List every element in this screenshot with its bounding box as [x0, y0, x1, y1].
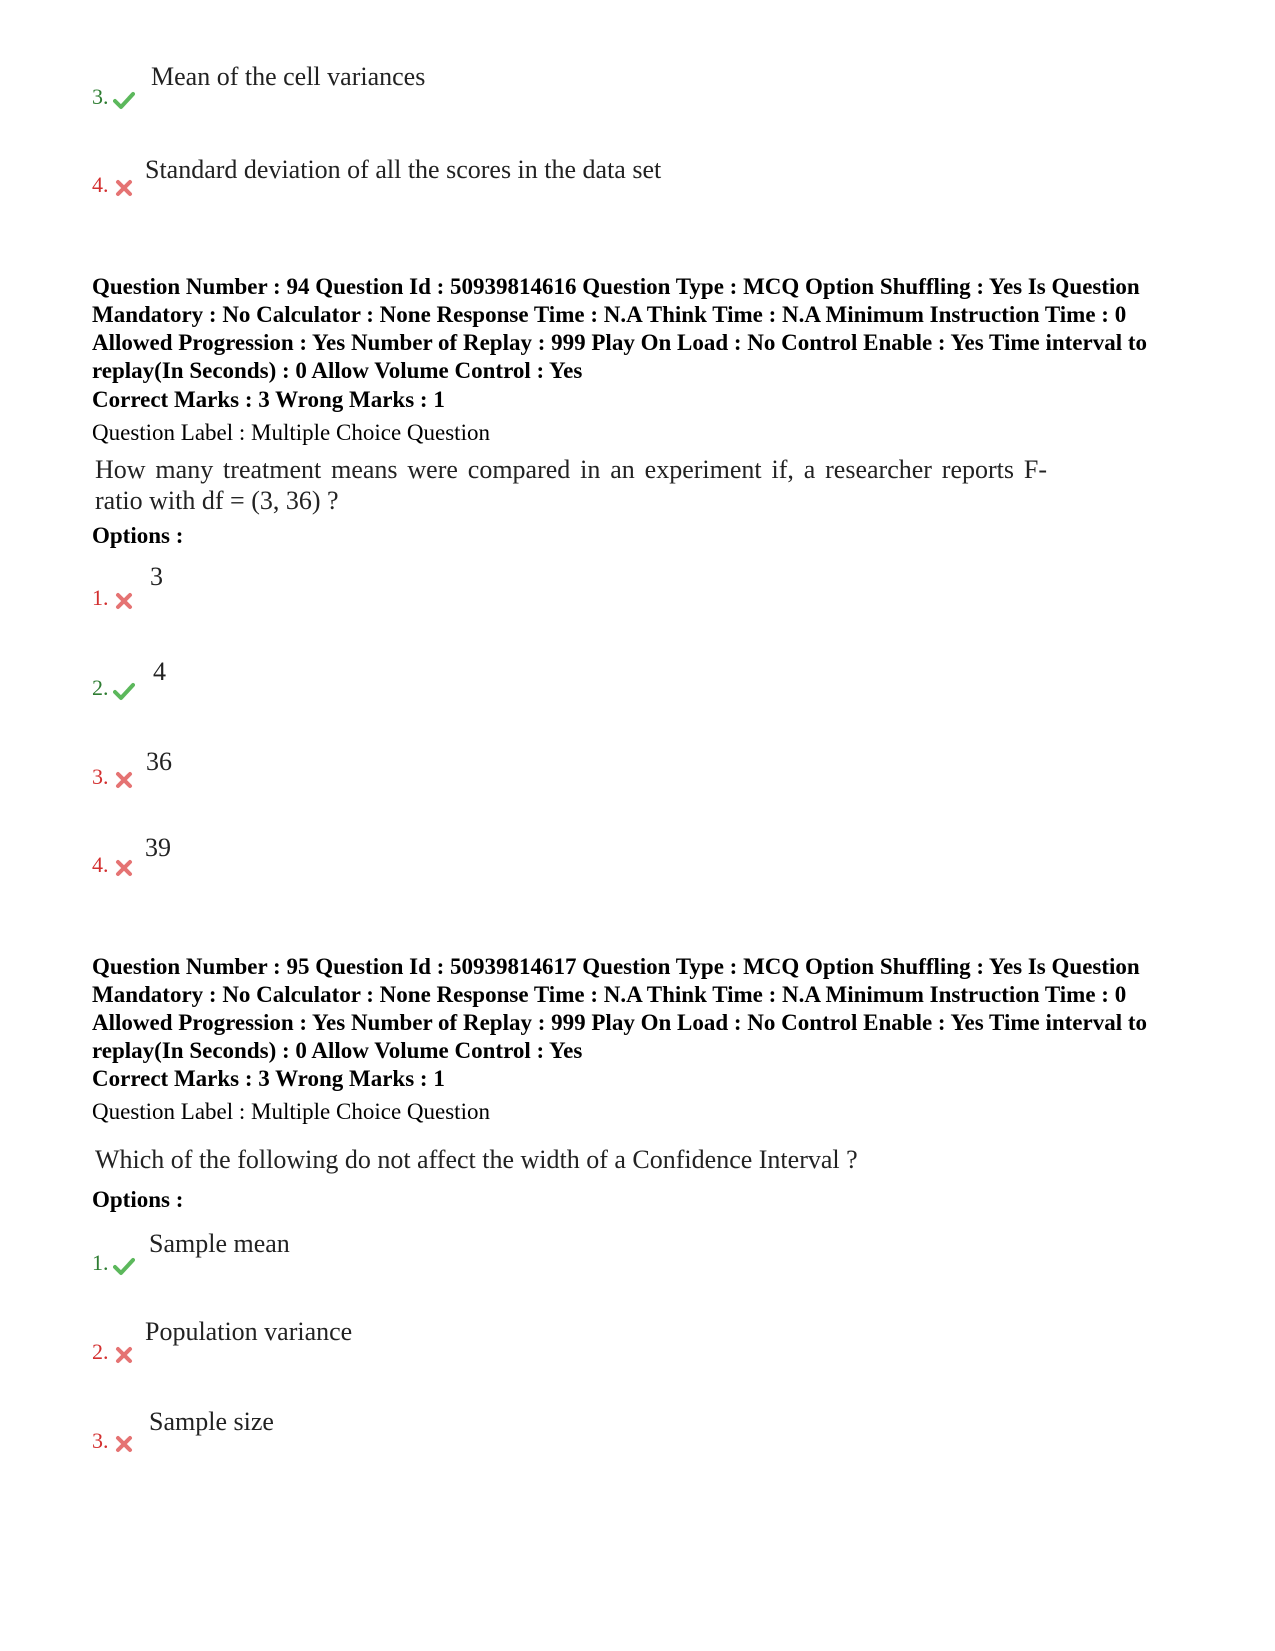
check-icon: [113, 680, 135, 702]
option-text: Standard deviation of all the scores in the data set: [145, 155, 662, 184]
option-text: 39: [145, 833, 171, 862]
option-number: 4.: [92, 852, 109, 877]
option-text: Mean of the cell variances: [151, 62, 426, 91]
option-number: 3.: [92, 84, 109, 109]
options-heading: Options :: [92, 523, 184, 548]
cross-icon: [113, 590, 135, 612]
option-row: [92, 86, 135, 111]
question-meta: Question Number : 95 Question Id : 50939814617 Question Type : MCQ Option Shuffling : Yes Is Question Mandatory : No Calculator : None Response Time : N.A Think Time : N.A Minimum Instruction Time : 0 Allowed Progression : Yes Number of Replay : 999 Play On Load : No Control Enable : Yes Time interval to replay(In Seconds) : 0 Allow Volume Control : Yes: [92, 954, 1148, 1063]
options-heading: Options :: [92, 1187, 184, 1212]
question-label: Question Label : Multiple Choice Question: [92, 420, 490, 445]
check-icon: [113, 89, 135, 111]
option-number: 2.: [92, 1339, 109, 1364]
question-marks: Correct Marks : 3 Wrong Marks : 1: [92, 387, 445, 412]
question-meta: Question Number : 94 Question Id : 50939814616 Question Type : MCQ Option Shuffling : Yes Is Question Mandatory : No Calculator : None Response Time : N.A Think Time : N.A Minimum Instruction Time : 0 Allowed Progression : Yes Number of Replay : 999 Play On Load : No Control Enable : Yes Time interval to replay(In Seconds) : 0 Allow Volume Control : Yes: [92, 274, 1148, 383]
check-icon: [113, 1255, 135, 1277]
option-row: [92, 1252, 135, 1277]
option-text: 3: [150, 562, 163, 591]
option-row: [92, 677, 135, 702]
option-row: [92, 854, 135, 879]
cross-icon: [113, 1344, 135, 1366]
option-number: 4.: [92, 172, 109, 197]
option-number: 2.: [92, 675, 109, 700]
option-row: [92, 766, 135, 791]
option-number: 1.: [92, 1250, 109, 1275]
option-row: [92, 587, 135, 612]
option-text: Population variance: [145, 1317, 353, 1346]
option-text: Sample mean: [149, 1229, 290, 1258]
question-text: Which of the following do not affect the width of a Confidence Interval ?: [95, 1145, 858, 1174]
option-text: Sample size: [149, 1407, 274, 1436]
option-row: [92, 1341, 135, 1366]
option-text: 36: [146, 747, 172, 776]
option-row: [92, 174, 135, 199]
option-number: 1.: [92, 585, 109, 610]
question-marks: Correct Marks : 3 Wrong Marks : 1: [92, 1066, 445, 1091]
cross-icon: [113, 857, 135, 879]
cross-icon: [113, 769, 135, 791]
question-text: How many treatment means were compared in an experiment if, a researcher reports F-ratio with df = (3, 36) ?: [95, 455, 1047, 515]
cross-icon: [113, 177, 135, 199]
option-number: 3.: [92, 764, 109, 789]
option-text: 4: [153, 657, 166, 686]
cross-icon: [113, 1433, 135, 1455]
option-row: [92, 1430, 135, 1455]
option-number: 3.: [92, 1428, 109, 1453]
question-label: Question Label : Multiple Choice Question: [92, 1099, 490, 1124]
